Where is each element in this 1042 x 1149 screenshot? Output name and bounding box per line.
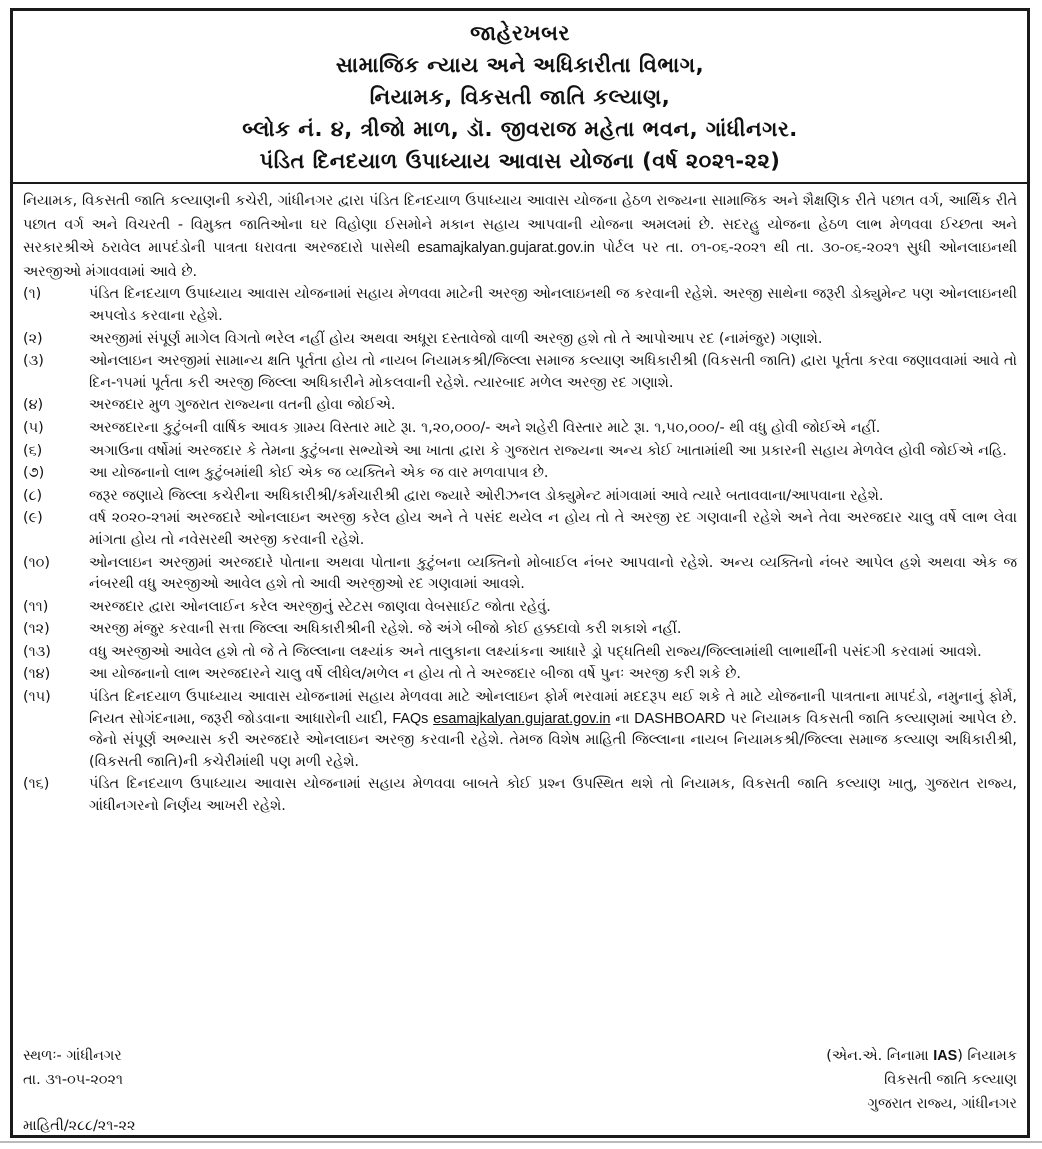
bottom-divider	[0, 1141, 1042, 1143]
item-text: પંડિત દિનદયાળ ઉપાધ્યાય આવાસ યોજનામાં સહાય મેળવવા માટેની અરજી ઓનલાઇનથી જ કરવાની રહેશે. અરજી સાથેના જરૂરી ડોક્યુમેન્ટ પણ ઓનલાઇનથી અપલોડ કરવાના રહેશે.	[89, 286, 1017, 324]
portal-url: esamajkalyan.gujarat.gov.in	[417, 240, 595, 257]
item-number: (૧૫)	[23, 689, 51, 706]
list-item	[23, 597, 1017, 619]
notice-header	[13, 11, 1027, 184]
scheme-title: પંડિત દિનદયાળ ઉપાધ્યાય આવાસ યોજના (વર્ષ ૨૦૨૧-૨૨)	[259, 149, 781, 173]
item-number: (૧૬)	[23, 776, 50, 793]
list-item	[23, 619, 1017, 641]
list-item	[23, 508, 1017, 551]
intro-text-after: પોર્ટલ પર તા. ૦૧-૦૬-૨૦૨૧ થી તા. ૩૦-૦૬-૨૦૨૧ સુધી ઓનલાઇનથી અરજીઓ મંગાવવામાં આવે છે.	[23, 240, 1018, 280]
item-number: (૨)	[23, 330, 43, 347]
item15-text-1: પંડિત દિનદયાળ ઉપાધ્યાય આવાસ યોજનામાં સહાય મેળવવા માટે ઓનલાઇન ફોર્મ ભરવામાં મદદરૂપ થઈ શકે તે માટે યોજનાની પાત્રતાના માપદંડો, નમુનાનું ફોર્મ, નિયત સોગંદનામા, જરૂરી જોડવાના આધારોની યાદી,	[89, 689, 1017, 727]
item-number: (૬)	[23, 442, 43, 459]
item-text: અરજી મંજુર કરવાની સત્તા જિલ્લા અધિકારીશ્રીની રહેશે. જે અંગે બીજો કોઈ હક્કદાવો કરી શકાશે નહીં.	[89, 621, 682, 638]
item-text: અરજદારના કુટુંબની વાર્ષિક આવક ગ્રામ્ય વિસ્તાર માટે રૂા. ૧,૨૦,૦૦૦/- અને શહેરી વિસ્તાર માટે રૂા. ૧,૫૦,૦૦૦/- થી વધુ હોવી જોઈએ નહીં.	[89, 419, 881, 436]
item-text: ઓનલાઇન અરજીમાં અરજદારે પોતાના અથવા પોતાના કુટુંબના વ્યક્તિનો મોબાઈલ નંબર આપવાનો રહેશે. અન્ય વ્યક્તિનો નંબર આપેલ હશે અથવા એક જ નંબરથી વધુ અરજીઓ આવેલ હશે તો આવી અરજીઓ રદ ગણવામાં આવશે.	[89, 554, 1017, 593]
item-number: (૭)	[23, 465, 45, 482]
signatory-role: ) નિયામક	[957, 1048, 1017, 1064]
item-number: (૩)	[23, 353, 44, 370]
item15-text-2: ના	[610, 710, 635, 727]
ias-label: IAS	[933, 1048, 958, 1064]
list-item	[23, 553, 1017, 596]
list-item-15	[23, 687, 1017, 773]
place-label: સ્થળઃ- ગાંધીનગર	[23, 1048, 122, 1064]
item-text: વર્ષ ૨૦૨૦-૨૧માં અરજદારે ઓનલાઇન અરજી કરેલ હોય અને તે પસંદ થયેલ ન હોય તો તે અરજી રદ ગણવાની રહેશે અને તેવા અરજદાર ચાલુ વર્ષે લાભ લેવા માંગતા હોય તો નવેસરથી અરજી કરવાની રહેશે.	[89, 510, 1017, 548]
item-text: આ યોજનાનો લાભ અરજદારને ચાલુ વર્ષે લીધેલ/મળેલ ન હોય તો તે અરજદાર બીજા વર્ષે પુનઃ અરજી કરી શકે છે.	[89, 666, 741, 683]
list-item	[23, 441, 1017, 463]
item-text: અરજદાર મુળ ગુજરાત રાજ્યના વતની હોવા જોઈએ.	[89, 397, 396, 414]
item-text: વધુ અરજીઓ આવેલ હશે તો જે તે જિલ્લાના લક્ષ્યાંક અને તાલુકાના લક્ષ્યાંકના આધારે ડ્રો પદ્ધતિથી રાજ્ય/જિલ્લામાંથી લાભાર્થીની પસંદગી કરવામાં આવશે.	[89, 643, 982, 660]
item-number: (૯)	[23, 510, 43, 527]
item-number: (૧૩)	[23, 643, 51, 660]
office-address: બ્લોક નં. ૪, ત્રીજો માળ, ડૉ. જીવરાજ મહેતા ભવન, ગાંધીનગર.	[242, 117, 798, 141]
list-item	[23, 351, 1017, 394]
list-item	[23, 486, 1017, 508]
item-text: આ યોજનાનો લાભ કુટુંબમાંથી કોઈ એક જ વ્યક્તિને એક જ વાર મળવાપાત્ર છે.	[89, 465, 549, 482]
item15-text-3: પર નિયામક વિકસતી જાતિ કલ્યાણમાં આપેલ છે. જેનો સંપૂર્ણ અભ્યાસ કરી અરજદારે ઓનલાઇન અરજી કરવાની રહેશે. તેમજ વિશેષ માહિતી જિલ્લાના નાયબ નિયામકશ્રી/જિલ્લા સમાજ કલ્યાણ અધિકારીશ્રી, (વિકસતી જાતિ)ની કચેરીમાંથી પણ મળી રહેશે.	[89, 710, 1018, 770]
dashboard-label: DASHBOARD	[634, 710, 726, 727]
item-number: (૧૧)	[23, 598, 49, 615]
faqs-label: FAQs	[392, 710, 429, 727]
item-text: અરજદાર દ્વારા ઓનલાઈન કરેલ અરજીનું સ્ટેટસ જાણવા વેબસાઈટ જોતા રહેવું.	[89, 598, 551, 615]
list-item	[23, 642, 1017, 664]
date-label: તા. ૩૧-૦૫-૨૦૨૧	[23, 1072, 123, 1088]
item-number: (૧૦)	[23, 554, 50, 571]
intro-paragraph	[13, 184, 1027, 284]
department-name: સામાજિક ન્યાય અને અધિકારીતા વિભાગ,	[335, 53, 705, 77]
list-item	[23, 664, 1017, 686]
directorate-name: નિયામક, વિકસતી જાતિ કલ્યાણ,	[369, 85, 671, 109]
notice-label: જાહેરખબર	[470, 21, 570, 45]
list-item	[23, 463, 1017, 485]
list-item	[23, 418, 1017, 440]
signatory-place: ગુજરાત રાજ્ય, ગાંધીનગર	[867, 1096, 1017, 1112]
signatory-name-text: (એન.એ. નિનામા	[826, 1048, 934, 1064]
item-number: (૧૪)	[23, 666, 51, 683]
item-number: (૧૨)	[23, 621, 50, 638]
signatory-block	[826, 1044, 1017, 1116]
item-text	[89, 687, 1017, 773]
item-number: (૮)	[23, 487, 43, 504]
portal-link[interactable]: esamajkalyan.gujarat.gov.in	[433, 710, 611, 727]
item-number: (૧)	[23, 286, 42, 303]
conditions-list	[13, 284, 1027, 817]
item-number: (૪)	[23, 397, 44, 414]
item-text: અરજીમાં સંપૂર્ણ માગેલ વિગતો ભરેલ નહીં હોય અથવા અધૂરા દસ્તાવેજો વાળી અરજી હશે તો તે આપોઆપ રદ (નામંજુર) ગણાશે.	[89, 330, 823, 347]
signatory-department: વિકસતી જાતિ કલ્યાણ	[884, 1072, 1017, 1088]
list-item-16	[23, 774, 1017, 817]
list-item	[23, 395, 1017, 417]
reference-code: માહિતી/૨૮૮/૨૧-૨૨	[23, 1118, 136, 1134]
item-text: જરૂર જણાયે જિલ્લા કચેરીના અધિકારીશ્રી/કર્મચારીશ્રી દ્વારા જ્યારે ઓરીઝનલ ડોક્યુમેન્ટ માંગવામાં આવે ત્યારે બતાવવાના/આપવાના રહેશે.	[89, 487, 884, 504]
advertisement-frame	[10, 8, 1030, 1138]
place-date-block	[23, 1044, 123, 1092]
item-text: પંડિત દિનદયાળ ઉપાધ્યાય આવાસ યોજનામાં સહાય મેળવવા બાબતે કોઈ પ્રશ્ન ઉપસ્થિત થશે તો નિયામક, વિકસતી જાતિ કલ્યાણ ખાતુ, ગુજરાત રાજ્ય, ગાંધીનગરનો નિર્ણય આખરી રહેશે.	[89, 776, 1017, 815]
signatory-name	[826, 1044, 1017, 1068]
list-item	[23, 329, 1017, 351]
list-item	[23, 284, 1017, 327]
intro-text: નિયામક, વિકસતી જાતિ કલ્યાણની કચેરી, ગાંધીનગર દ્વારા પંડિત દિનદયાળ ઉપાધ્યાય આવાસ યોજના હેઠળ રાજ્યના સામાજિક અને શૈક્ષણિક રીતે પછાત વર્ગ, આર્થિક રીતે પછાત વર્ગ અને વિચરતી - વિમુક્ત જાતિઓના ઘર વિહોણા ઈસમોને મકાન સહાય આપવાની યોજના અમલમાં છે. સદરહુ યોજના હેઠળ લાભ મેળવવા ઈચ્છતા અને સરકારશ્રીએ ઠરાવેલ માપદંડોની પાત્રતા ધરાવતા અરજદારો પાસેથી	[23, 193, 1017, 257]
item-text: ઓનલાઇન અરજીમાં સામાન્ય ક્ષતિ પૂર્તતા હોય તો નાયબ નિયામકશ્રી/જિલ્લા સમાજ કલ્યાણ અધિકારીશ્રી (વિકસતી જાતિ) દ્વારા પૂર્તતા કરવા જણાવવામાં આવે તો દિન-૧૫માં પૂર્તતા કરી અરજી જિલ્લા અધિકારીને મોકલવાની રહેશે. ત્યારબાદ મળેલ અરજી રદ ગણાશે.	[89, 353, 1017, 391]
item-number: (૫)	[23, 419, 44, 436]
item-text: અગાઉના વર્ષોમાં અરજદાર કે તેમના કુટુંબના સભ્યોએ આ ખાતા દ્વારા કે ગુજરાત રાજ્યના અન્ય કોઈ ખાતામાંથી આ પ્રકારની સહાય મેળવેલ હોવી જોઈએ નહિ.	[89, 442, 1007, 459]
